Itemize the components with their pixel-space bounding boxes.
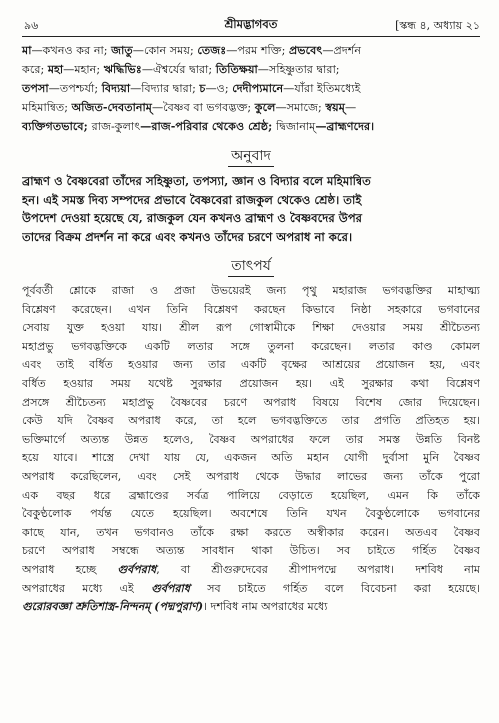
running-title: শ্রীমদ্ভাগবত	[224, 17, 278, 31]
italic-term: গুরোরবজ্ঞা শ্রুতিশাস্ত্র-নিন্দনম্ (পদ্মপুরাণ)	[22, 600, 204, 614]
translation-line: উপদেশ দেওয়া হয়েছে যে, রাজকুল যেন কখনও ব্রাহ্মণ ও বৈষ্ণবদের উপর	[22, 211, 363, 225]
purport-line: বিশ্লেষণ করেছেন। এখন তিনি বিশ্লেষণ করছেন কিভাবে নিষ্ঠা সহকারে ভগবানের	[22, 302, 480, 316]
page-header	[22, 14, 480, 34]
translation-line: হন। এই সমস্ত দিব্য সম্পদের প্রভাবে বৈষ্ণবেরা রাজকুল থেকেও শ্রেষ্ঠ। তাই	[22, 192, 362, 207]
synonym-meaning: মহিমান্বিত;	[22, 101, 72, 114]
synonym-term: তপসা	[22, 81, 49, 95]
synonym-term: চ	[199, 81, 206, 95]
synonym-term: মা	[22, 43, 32, 57]
synonym-term: ব্যক্তিগতভাবে;	[22, 119, 92, 133]
purport-line: প্রসঙ্গে শ্রীচৈতন্য মহাপ্রভু বৈষ্ণবের চরণে অপরাধ বিষয়ে বিশেষ জোর দিয়েছেন।	[22, 395, 480, 409]
purport-line: হয়ে যাবে। শাস্ত্রে দেখা যায় যে, একজন অতি মহান যোগী দুর্বাসা মুনি বৈষ্ণব	[22, 451, 480, 465]
synonym-meaning: —কোন সময়;	[132, 44, 198, 57]
synonym-line	[22, 60, 480, 79]
purport-line: কেউ যদি বৈষ্ণব অপরাধ করে, তা হলে ভগবদ্ভক্তিতে তার প্রগতি প্রতিহত হয়।	[22, 414, 480, 428]
purport-line: এবং তাই বর্ধিত হওয়ার জন্য তার একটি বৃক্ষের আশ্রয়ের প্রয়োজন হয়, এবং	[22, 358, 480, 372]
translation-line: তাদের বিক্রম প্রদর্শন না করে এবং কখনও তাঁদের চরণে অপরাধ না করে।	[22, 229, 353, 244]
synonym-meaning: —বিদ্যার দ্বারা;	[130, 82, 200, 95]
italic-term: গুর্বপরাধ	[117, 562, 157, 576]
synonym-meaning: —ও;	[205, 82, 233, 95]
synonym-term: অজিত-দেবতানাম্	[71, 100, 152, 114]
synonym-line	[22, 98, 480, 117]
synonym-term: তিতিক্ষয়া	[215, 62, 258, 76]
synonym-line	[22, 41, 480, 60]
purport-line	[22, 598, 480, 617]
synonym-term: জাতু	[111, 43, 133, 57]
synonym-meaning: করে;	[22, 63, 48, 76]
translation-line: ব্রাহ্মণ ও বৈষ্ণবেরা তাঁদের সহিষ্ণুতা, তপস্যা, জ্ঞান ও বিদ্যার বলে মহিমান্বিত	[22, 174, 371, 188]
purport-text: , বা শ্রীগুরুদেবের শ্রীপাদপদ্মে অপরাধ। দশবিধ নাম	[156, 562, 480, 576]
purport-text: অপরাধ হচ্ছে	[22, 562, 118, 576]
italic-term: গুর্বপরাধ	[151, 581, 190, 595]
synonym-meaning: রাজ-কুলাৎ	[91, 120, 141, 133]
synonym-line	[22, 79, 480, 98]
synonym-term: প্রভবেৎ	[288, 43, 323, 57]
purport-line: ভক্তিমার্গে অত্যন্ত উন্নত হলেও, বৈষ্ণব অপরাধের ফলে তার সমস্ত উন্নতি বিনষ্ট	[22, 432, 480, 446]
translation-heading: অনুবাদ	[22, 144, 480, 168]
synonym-meaning: —সমাজে;	[275, 101, 326, 114]
synonym-meaning: —সহিষ্ণুতার দ্বারা;	[257, 63, 340, 76]
synonym-term: স্বয়ম্	[325, 100, 345, 114]
purport-text: সব চাইতে গর্হিত বলে বিবেচনা করা হয়েছে।	[189, 581, 480, 595]
synonym-line	[22, 117, 480, 136]
synonym-term: মহা	[47, 62, 64, 76]
synonym-meaning: —তপশ্চর্যা;	[48, 82, 102, 95]
purport-line: সেবায় যুক্ত হওয়া যায়। শ্রীল রূপ গোস্বামীকে শিক্ষা দেওয়ার সময় শ্রীচৈতন্য	[22, 321, 480, 335]
purport-line: বৈকুণ্ঠলোক পর্যন্ত যেতে হয়েছিল। অবশেষে তিনি যখন বৈকুণ্ঠলোকে ভগবানের	[22, 507, 480, 521]
purport-heading: তাৎপর্য	[22, 254, 480, 278]
header-rule	[22, 36, 480, 37]
synonym-term: —ব্রাহ্মণদের।	[315, 119, 375, 133]
synonym-meaning: —ঐশ্বর্যের দ্বারা;	[141, 63, 216, 76]
purport-line: এক বছর ধরে ব্রহ্মাণ্ডের সর্বত্র পালিয়ে বেড়াতে হয়েছিল, এমন কি তাঁকে	[22, 488, 480, 502]
purport-text: । দশবিধ নাম অপরাধের মধ্যে	[203, 600, 328, 614]
synonym-meaning: —বৈষ্ণব বা ভগবদ্ভক্ত;	[151, 101, 255, 114]
synonyms-block	[22, 41, 480, 136]
synonym-term: দেদীপ্যমানে	[232, 81, 284, 95]
page-number: ৯৬	[24, 19, 39, 32]
synonym-term: ঋদ্ধিভিঃ	[103, 62, 142, 76]
purport-block	[22, 282, 480, 617]
purport-line: পূর্ববর্তী শ্লোকে রাজা ও প্রজা উভয়েরই জন্য পৃথু মহারাজ ভগবদ্ভক্তির মাহাত্ম্য	[22, 284, 480, 297]
purport-line	[22, 580, 480, 599]
purport-line: মহাপ্রভু ভগবদ্ভক্তিকে একটি লতার সঙ্গে তুলনা করেছেন। লতার কাণ্ড কোমল	[22, 339, 480, 353]
translation-block	[22, 172, 480, 246]
canto-chapter-label: [স্কন্ধ ৪, অধ্যায় ২১	[395, 19, 480, 32]
synonym-term: তেজঃ	[197, 43, 227, 57]
purport-line: কাছে যান, তখন ভগবানও তাঁকে রক্ষা করতে অস্বীকার করেন। অতএব বৈষ্ণব	[22, 525, 480, 539]
purport-line: অপরাধ করেছিলেন, এবং সেই অপরাধ থেকে উদ্ধার লাভের জন্য তাঁকে পুরো	[22, 469, 480, 483]
synonym-term: —রাজ-পরিবার থেকেও শ্রেষ্ঠ;	[140, 119, 277, 133]
synonym-meaning: —প্রদর্শন	[322, 44, 362, 57]
purport-line: চরণে অপরাধ সম্বন্ধে অত্যন্ত সাবধান থাকা উচিত। সব চাইতে গর্হিত বৈষ্ণব	[22, 544, 480, 558]
synonym-meaning: —কখনও কর না;	[31, 44, 112, 57]
synonym-meaning: —	[344, 101, 357, 114]
purport-text: অপরাধের মধ্যে এই	[22, 581, 152, 595]
synonym-meaning: দ্বিজানাম্	[276, 120, 316, 133]
synonym-meaning: —পরম শক্তি;	[226, 44, 289, 57]
synonym-term: বিদ্যয়া	[101, 81, 131, 95]
synonym-meaning: —মহান;	[63, 63, 104, 76]
synonym-term: কুলে	[254, 100, 276, 114]
purport-line: বর্ধিত হওয়ার সময় যথেষ্ট সুরক্ষার প্রয়োজন হয়। এই সুরক্ষার কথা বিশ্লেষণ	[22, 376, 480, 390]
purport-line	[22, 561, 480, 580]
page	[22, 14, 480, 617]
synonym-meaning: —যাঁরা ইতিমধ্যেই	[283, 82, 361, 95]
